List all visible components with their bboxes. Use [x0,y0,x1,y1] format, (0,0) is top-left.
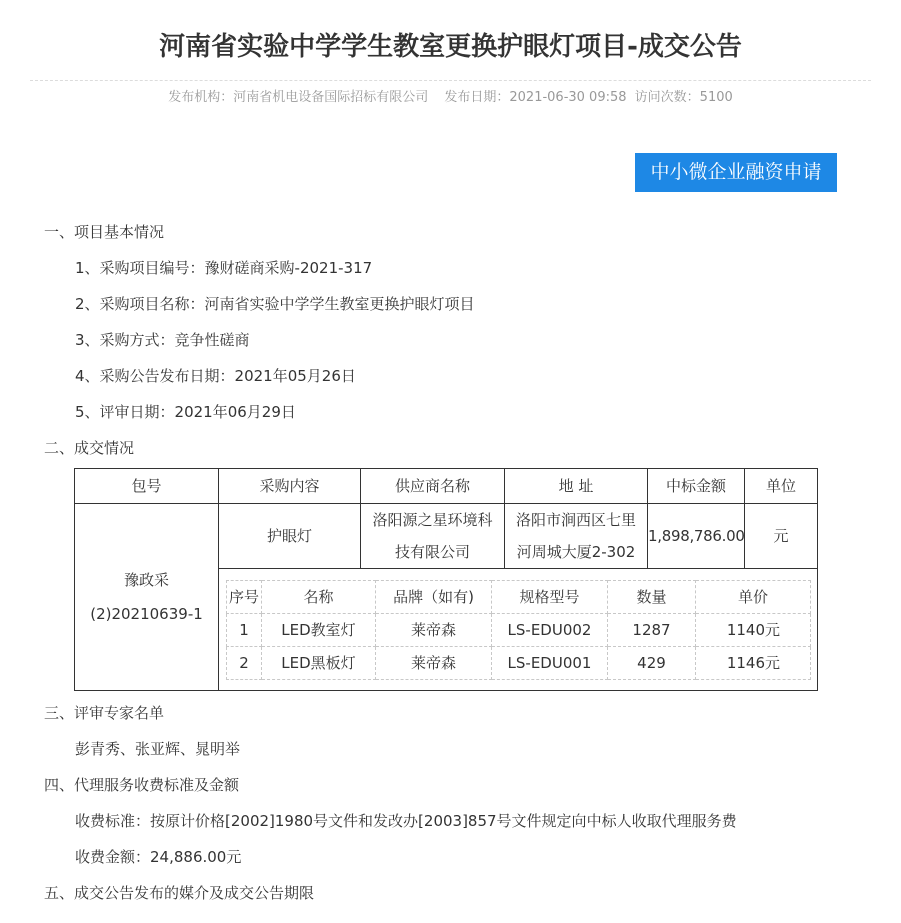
detail-price: 1146元 [696,646,811,679]
col-header-amount: 中标金额 [648,469,745,504]
section1-item-2: 2、采购项目名称：河南省实验中学学生教室更换护眼灯项目 [75,295,475,313]
publisher-text: 发布机构：河南省机电设备国际招标有限公司 [168,90,429,105]
detail-header-model: 规格型号 [492,580,608,613]
detail-container [219,569,818,691]
supplier-line-2: 技有限公司 [394,543,470,561]
detail-table [226,580,811,680]
publish-date-text: 发布日期：2021-06-30 09:58 [444,90,627,105]
address-line-1: 洛阳市涧西区七里 [515,511,636,529]
package-line-2: (2)20210639-1 [90,605,203,623]
col-header-content: 采购内容 [219,469,361,504]
detail-index: 1 [227,613,262,646]
detail-quantity: 429 [608,646,696,679]
section2-heading: 二、成交情况 [44,439,135,457]
unit-cell: 元 [745,504,818,569]
visit-count-text: 访问次数：5100 [634,90,733,105]
section5-heading: 五、成交公告发布的媒介及成交公告期限 [44,884,315,902]
detail-brand: 莱帝森 [376,646,492,679]
col-header-package: 包号 [75,469,219,504]
detail-header-quantity: 数量 [608,580,696,613]
meta-bar [0,86,901,105]
detail-model: LS-EDU001 [492,646,608,679]
fee-amount: 收费金额：24,886.00元 [75,848,242,866]
detail-model: LS-EDU002 [492,613,608,646]
supplier-cell [361,504,505,569]
expert-list: 彭青秀、张亚辉、晁明举 [75,740,241,758]
detail-row [227,613,811,646]
detail-quantity: 1287 [608,613,696,646]
col-header-supplier: 供应商名称 [361,469,505,504]
detail-name: LED教室灯 [262,613,376,646]
section3-heading: 三、评审专家名单 [44,704,165,722]
address-line-2: 河周城大厦2-302 [516,543,636,561]
col-header-address: 地 址 [505,469,648,504]
detail-header-index: 序号 [227,580,262,613]
deal-table [74,468,818,691]
detail-header-brand: 品牌（如有) [376,580,492,613]
detail-header-name: 名称 [262,580,376,613]
fee-standard: 收费标准：按原计价格[2002]1980号文件和发改办[2003]857号文件规定向中标人收取代理服务费 [75,812,737,830]
package-cell [75,504,219,691]
section4-heading: 四、代理服务收费标准及金额 [44,776,240,794]
amount-cell: 1,898,786.00 [648,504,745,569]
detail-price: 1140元 [696,613,811,646]
detail-name: LED黑板灯 [262,646,376,679]
page-title: 河南省实验中学学生教室更换护眼灯项目-成交公告 [159,32,742,62]
address-cell [505,504,648,569]
supplier-line-1: 洛阳源之星环境科 [372,511,493,529]
section1-item-3: 3、采购方式：竞争性磋商 [75,331,250,349]
content-cell: 护眼灯 [219,504,361,569]
detail-header-price: 单价 [696,580,811,613]
detail-brand: 莱帝森 [376,613,492,646]
section1-item-1: 1、采购项目编号：豫财磋商采购-2021-317 [75,259,373,277]
detail-row [227,646,811,679]
section1-heading: 一、项目基本情况 [44,223,165,241]
detail-index: 2 [227,646,262,679]
col-header-unit: 单位 [745,469,818,504]
detail-header-row [227,580,811,613]
section1-item-5: 5、评审日期：2021年06月29日 [75,403,296,421]
section1-item-4: 4、采购公告发布日期：2021年05月26日 [75,367,356,385]
package-line-1: 豫政采 [123,571,169,589]
title-divider [30,80,871,81]
finance-apply-button[interactable]: 中小微企业融资申请 [635,153,837,192]
